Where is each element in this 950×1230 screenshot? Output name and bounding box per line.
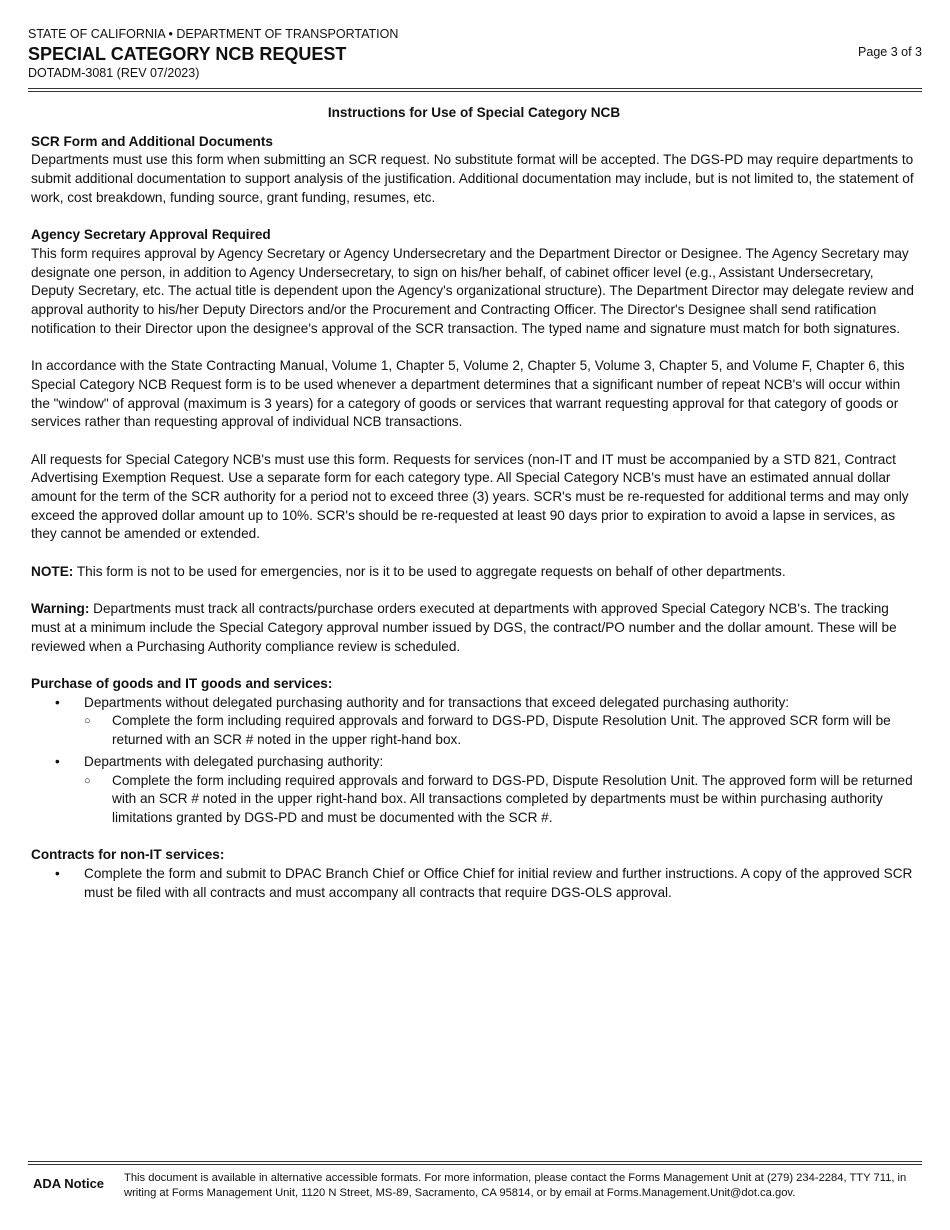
footer-divider [28,1161,922,1165]
warning-text: Departments must track all contracts/purchase orders executed at departments with approved Special Category NCB's. The tracking must at a minimum include the Special Category approval number issued by DGS, the contract/PO number and the dollar amount. These will be reviewed when a Purchasing Authority compliance review is scheduled. [31,601,897,654]
warning-label: Warning: [31,601,90,617]
page-number: Page 3 of 3 [858,45,922,59]
list-item [31,865,917,902]
list-item [31,694,917,753]
list-item-text: Departments without delegated purchasing authority and for transactions that exceed delegated purchasing authority: [84,694,790,710]
section-text-approval: This form requires approval by Agency Secretary or Agency Undersecretary and the Department Director or Designee. The Agency Secretary may designate one person, in addition to Agency Undersecretary, to sign on his/her behalf, of cabinet officer level (e.g., Assistant Undersecretary, Deputy Secretary, etc. The actual title is dependent upon the Agency's organizational structure). The Department Director may delegate review and approval authority to his/her Deputy Directors and/or the Procurement and Contracting Officer. The Director's Designee shall send ratification notification to their Director upon the designee's approval of the SCR transaction. The typed name and signature must match for both signatures. [31,245,914,336]
bullet-icon: • [55,753,60,769]
ada-notice-text: This document is available in alternative accessible formats. For more information, please contact the Forms Management Unit at (279) 234-2284, TTY 711, in writing at Forms Management Unit, 1120 N Street, MS-89, Sacramento, CA 95814, or by email at Forms.Management.Unit@dot.ca.gov. [124,1172,907,1199]
form-header [28,27,922,81]
circle-bullet-icon: ○ [84,774,91,787]
form-id: DOTADM-3081 (REV 07/2023) [28,66,200,80]
note-text: This form is not to be used for emergencies, nor is it to be used to aggregate requests on behalf of other departments. [73,563,786,579]
paragraph-contracting-manual: In accordance with the State Contracting Manual, Volume 1, Chapter 5, Volume 2, Chapter 5, Volume 3, Chapter 5, and Volume F, Chapter 6, this Special Category NCB Request form is to be used whenever a department determines that a significant number of repeat NCB's will occur within the "window" of approval (maximum is 3 years) for a category of goods or services that warrant requesting approval for that category of goods or services rather than requesting approval of individual NCB transactions. [31,358,905,430]
section-text-scr-form: Departments must use this form when submitting an SCR request. No substitute format will be accepted. The DGS-PD may require departments to submit additional documentation to support analysis of the justification. Additional documentation may include, but is not limited to, the statement of work, cost breakdown, funding source, grant funding, resumes, etc. [31,152,914,205]
ada-notice [33,1171,912,1201]
instructions-title: Instructions for Use of Special Category NCB [327,105,621,120]
list-item [31,753,917,828]
section-heading-contracts: Contracts for non-IT services: [31,847,225,863]
sub-list-item-text: Complete the form including required approvals and forward to DGS-PD, Dispute Resolution Unit. The approved form will be returned with an SCR # noted in the upper right-hand box. All transactions completed by departments must be within purchasing authority limitations granted by DGS-PD and must be documented with the SCR #. [112,772,913,825]
warning-paragraph [31,600,917,656]
purchase-list [31,694,917,828]
note-paragraph [31,563,917,582]
circle-bullet-icon: ○ [84,715,91,728]
form-title: SPECIAL CATEGORY NCB REQUEST [28,44,347,64]
sub-list [84,772,917,828]
section-heading-scr-form: SCR Form and Additional Documents [31,133,273,149]
list-item-text: Complete the form and submit to DPAC Branch Chief or Office Chief for initial review and further instructions. A copy of the approved SCR must be filed with all contracts and must accompany all contracts that require DGS-OLS approval. [84,866,913,900]
sub-list-item [31,772,917,828]
list-item-text: Departments with delegated purchasing authority: [84,753,384,769]
bullet-icon: • [55,694,60,710]
contracts-list [31,865,917,902]
section-heading-approval: Agency Secretary Approval Required [31,227,271,243]
bullet-icon: • [55,866,60,882]
ada-notice-title: ADA Notice [33,1176,105,1191]
header-divider [28,88,922,92]
paragraph-requests: All requests for Special Category NCB's must use this form. Requests for services (non-IT and IT must be accompanied by a STD 821, Contract Advertising Exemption Request. Use a separate form for each category type. All Special Category NCB's must have an estimated annual dollar amount for the term of the SCR authority for a period not to exceed three (3) years. SCR's must be re-requested for additional terms and may only exceed the approved dollar amount up to 10%. SCR's should be re-requested at least 90 days prior to expiration to avoid a lapse in services, as they cannot be amended or extended. [31,451,909,542]
sub-list-item [31,712,917,749]
sub-list-item-text: Complete the form including required approvals and forward to DGS-PD, Dispute Resolution Unit. The approved SCR form will be returned with an SCR # noted in the upper right-hand box. [112,713,891,748]
instructions-body [31,104,917,902]
agency-line: STATE OF CALIFORNIA • DEPARTMENT OF TRANSPORTATION [28,27,399,41]
section-heading-purchase: Purchase of goods and IT goods and services: [31,676,333,691]
note-label: NOTE: [31,563,74,579]
sub-list [84,712,917,749]
